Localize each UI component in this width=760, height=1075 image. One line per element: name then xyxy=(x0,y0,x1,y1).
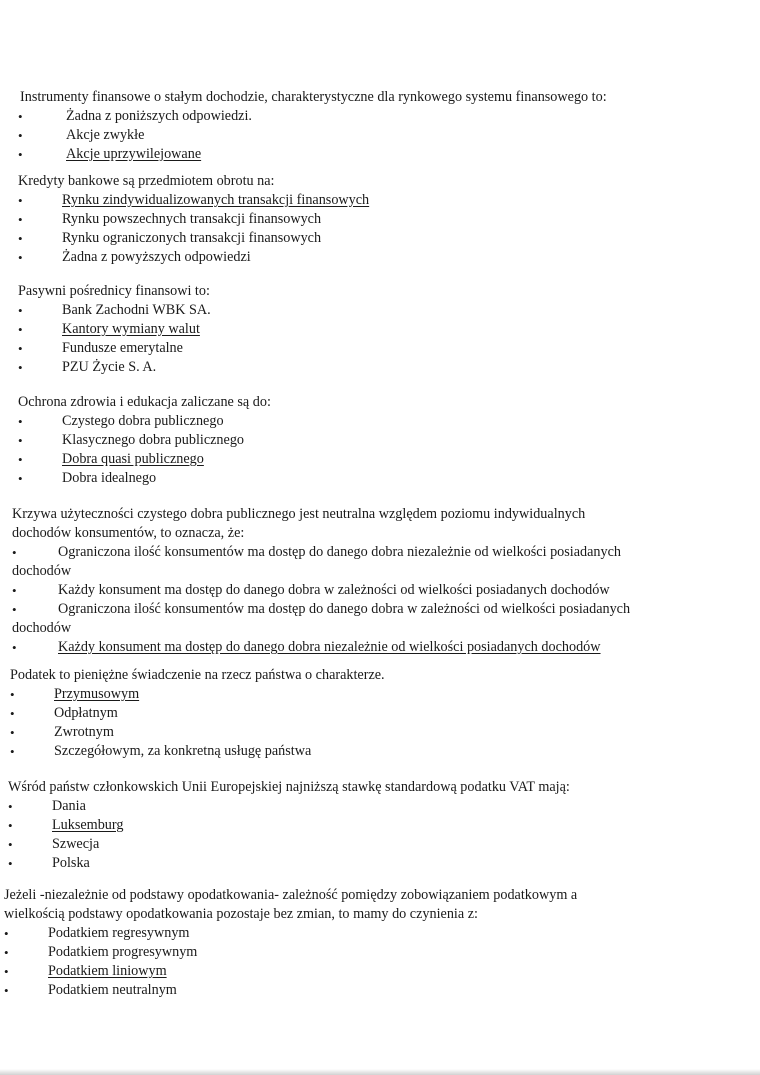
question-6 xyxy=(0,666,740,761)
option-label: Rynku powszechnych transakcji finansowych xyxy=(62,211,322,227)
bullet-icon: • xyxy=(8,799,13,814)
option-label: Podatkiem liniowym xyxy=(48,963,167,979)
bullet-icon: • xyxy=(12,583,17,598)
question-text: Pasywni pośrednicy finansowi to: xyxy=(18,283,210,299)
question-text: Ochrona zdrowia i edukacja zaliczane są do: xyxy=(18,394,271,410)
option-label: Dania xyxy=(52,798,86,814)
option-label: Rynku zindywidualizowanych transakcji finansowych xyxy=(62,192,370,208)
option-label: Każdy konsument ma dostęp do danego dobra niezależnie od wielkości posiadanych dochodów xyxy=(58,639,601,655)
option-correct xyxy=(0,450,740,469)
bullet-icon: • xyxy=(10,725,15,740)
bullet-icon: • xyxy=(4,945,9,960)
option-list xyxy=(0,685,740,761)
option-correct xyxy=(0,191,740,210)
bullet-icon: • xyxy=(18,471,23,486)
bullet-icon: • xyxy=(18,212,23,227)
bullet-icon: • xyxy=(18,231,23,246)
option xyxy=(0,742,740,761)
option-label: Odpłatnym xyxy=(54,705,118,721)
bullet-icon: • xyxy=(4,964,9,979)
option-label: Każdy konsument ma dostęp do danego dobra w zależności od wielkości posiadanych dochodów xyxy=(58,582,610,598)
option-label: Szwecja xyxy=(52,836,100,852)
option xyxy=(0,301,740,320)
question-text: Wśród państw członkowskich Unii Europejskiej najniższą stawkę standardową podatku VAT mają: xyxy=(8,779,570,795)
option xyxy=(0,229,740,248)
option xyxy=(0,248,740,267)
option xyxy=(0,126,740,145)
bullet-icon: • xyxy=(18,414,23,429)
bullet-icon: • xyxy=(4,926,9,941)
option-label: Szczegółowym, za konkretną usługę państwa xyxy=(54,743,312,759)
option-list xyxy=(0,412,740,488)
option-label: Polska xyxy=(52,855,90,871)
option-label: Dobra idealnego xyxy=(62,470,157,486)
bullet-icon: • xyxy=(18,433,23,448)
option xyxy=(0,412,740,431)
option-label: Ograniczona ilość konsumentów ma dostęp do danego dobra niezależnie od wielkości posiadanych xyxy=(58,544,621,560)
option xyxy=(0,543,740,581)
option-label: Żadna z poniższych odpowiedzi. xyxy=(66,108,252,124)
bullet-icon: • xyxy=(18,303,23,318)
option xyxy=(0,943,740,962)
question-8 xyxy=(0,886,740,1000)
option xyxy=(0,210,740,229)
question-4 xyxy=(0,393,740,488)
option-correct xyxy=(0,638,740,657)
option-label: Czystego dobra publicznego xyxy=(62,413,224,429)
option xyxy=(0,107,740,126)
bullet-icon: • xyxy=(18,147,23,162)
option xyxy=(0,339,740,358)
bullet-icon: • xyxy=(12,640,17,655)
option-label: Podatkiem neutralnym xyxy=(48,982,177,998)
option xyxy=(0,797,740,816)
option-label: Ograniczona ilość konsumentów ma dostęp do danego dobra w zależności od wielkości posiadanych xyxy=(58,601,631,617)
option-label: Żadna z powyższych odpowiedzi xyxy=(62,249,251,265)
option xyxy=(0,469,740,488)
question-5 xyxy=(0,505,740,657)
option-list xyxy=(0,924,740,1000)
question-1 xyxy=(0,88,740,164)
option xyxy=(0,924,740,943)
option xyxy=(0,431,740,450)
option-list xyxy=(0,107,740,164)
option-label: Zwrotnym xyxy=(54,724,114,740)
option-label: Przymusowym xyxy=(54,686,140,702)
option-list xyxy=(0,301,740,377)
bullet-icon: • xyxy=(18,322,23,337)
option-label: Luksemburg xyxy=(52,817,124,833)
question-text-line-2: dochodów konsumentów, to oznacza, że: xyxy=(12,525,245,541)
option-correct xyxy=(0,145,740,164)
bullet-icon: • xyxy=(18,128,23,143)
option-correct xyxy=(0,962,740,981)
question-7 xyxy=(0,778,740,873)
bullet-icon: • xyxy=(18,193,23,208)
bullet-icon: • xyxy=(18,341,23,356)
option xyxy=(0,704,740,723)
question-text: Kredyty bankowe są przedmiotem obrotu na: xyxy=(18,173,275,189)
option-label: Podatkiem regresywnym xyxy=(48,925,190,941)
bullet-icon: • xyxy=(8,856,13,871)
scan-edge-shadow xyxy=(0,1069,760,1075)
option-label: Klasycznego dobra publicznego xyxy=(62,432,245,448)
option-label: Akcje zwykłe xyxy=(66,127,145,143)
bullet-icon: • xyxy=(10,706,15,721)
option xyxy=(0,981,740,1000)
bullet-icon: • xyxy=(12,602,17,617)
question-2 xyxy=(0,172,740,267)
option-label: Bank Zachodni WBK SA. xyxy=(62,302,211,318)
bullet-icon: • xyxy=(18,250,23,265)
option-label: Rynku ograniczonych transakcji finansowych xyxy=(62,230,322,246)
bullet-icon: • xyxy=(8,818,13,833)
option-list xyxy=(0,797,740,873)
question-text-line-1: Krzywa użyteczności czystego dobra publicznego jest neutralna względem poziomu indywidualnych xyxy=(12,506,586,522)
option-label-continued: dochodów xyxy=(12,563,72,579)
option-label: Fundusze emerytalne xyxy=(62,340,183,356)
bullet-icon: • xyxy=(10,687,15,702)
option-label: Kantory wymiany walut xyxy=(62,321,200,337)
bullet-icon: • xyxy=(18,360,23,375)
option-correct xyxy=(0,320,740,339)
option-list xyxy=(0,191,740,267)
bullet-icon: • xyxy=(18,452,23,467)
bullet-icon: • xyxy=(10,744,15,759)
option-label-continued: dochodów xyxy=(12,620,72,636)
question-text: Podatek to pieniężne świadczenie na rzecz państwa o charakterze. xyxy=(10,667,385,683)
bullet-icon: • xyxy=(18,109,23,124)
option-list xyxy=(0,543,740,657)
option xyxy=(0,600,740,638)
bullet-icon: • xyxy=(4,983,9,998)
option-label: PZU Życie S. A. xyxy=(62,359,157,375)
question-text-line-2: wielkością podstawy opodatkowania pozostaje bez zmian, to mamy do czynienia z: xyxy=(4,906,478,922)
question-text-line-1: Jeżeli -niezależnie od podstawy opodatkowania- zależność pomiędzy zobowiązaniem podatkowym a xyxy=(4,887,578,903)
option xyxy=(0,854,740,873)
option xyxy=(0,835,740,854)
option-correct xyxy=(0,816,740,835)
bullet-icon: • xyxy=(12,545,17,560)
option-label: Dobra quasi publicznego xyxy=(62,451,204,467)
option-correct xyxy=(0,685,740,704)
bullet-icon: • xyxy=(8,837,13,852)
option xyxy=(0,358,740,377)
question-3 xyxy=(0,282,740,377)
question-text: Instrumenty finansowe o stałym dochodzie, charakterystyczne dla rynkowego systemu finansowego to: xyxy=(20,89,607,105)
option-label: Akcje uprzywilejowane xyxy=(66,146,202,162)
option xyxy=(0,723,740,742)
option-label: Podatkiem progresywnym xyxy=(48,944,198,960)
option xyxy=(0,581,740,600)
